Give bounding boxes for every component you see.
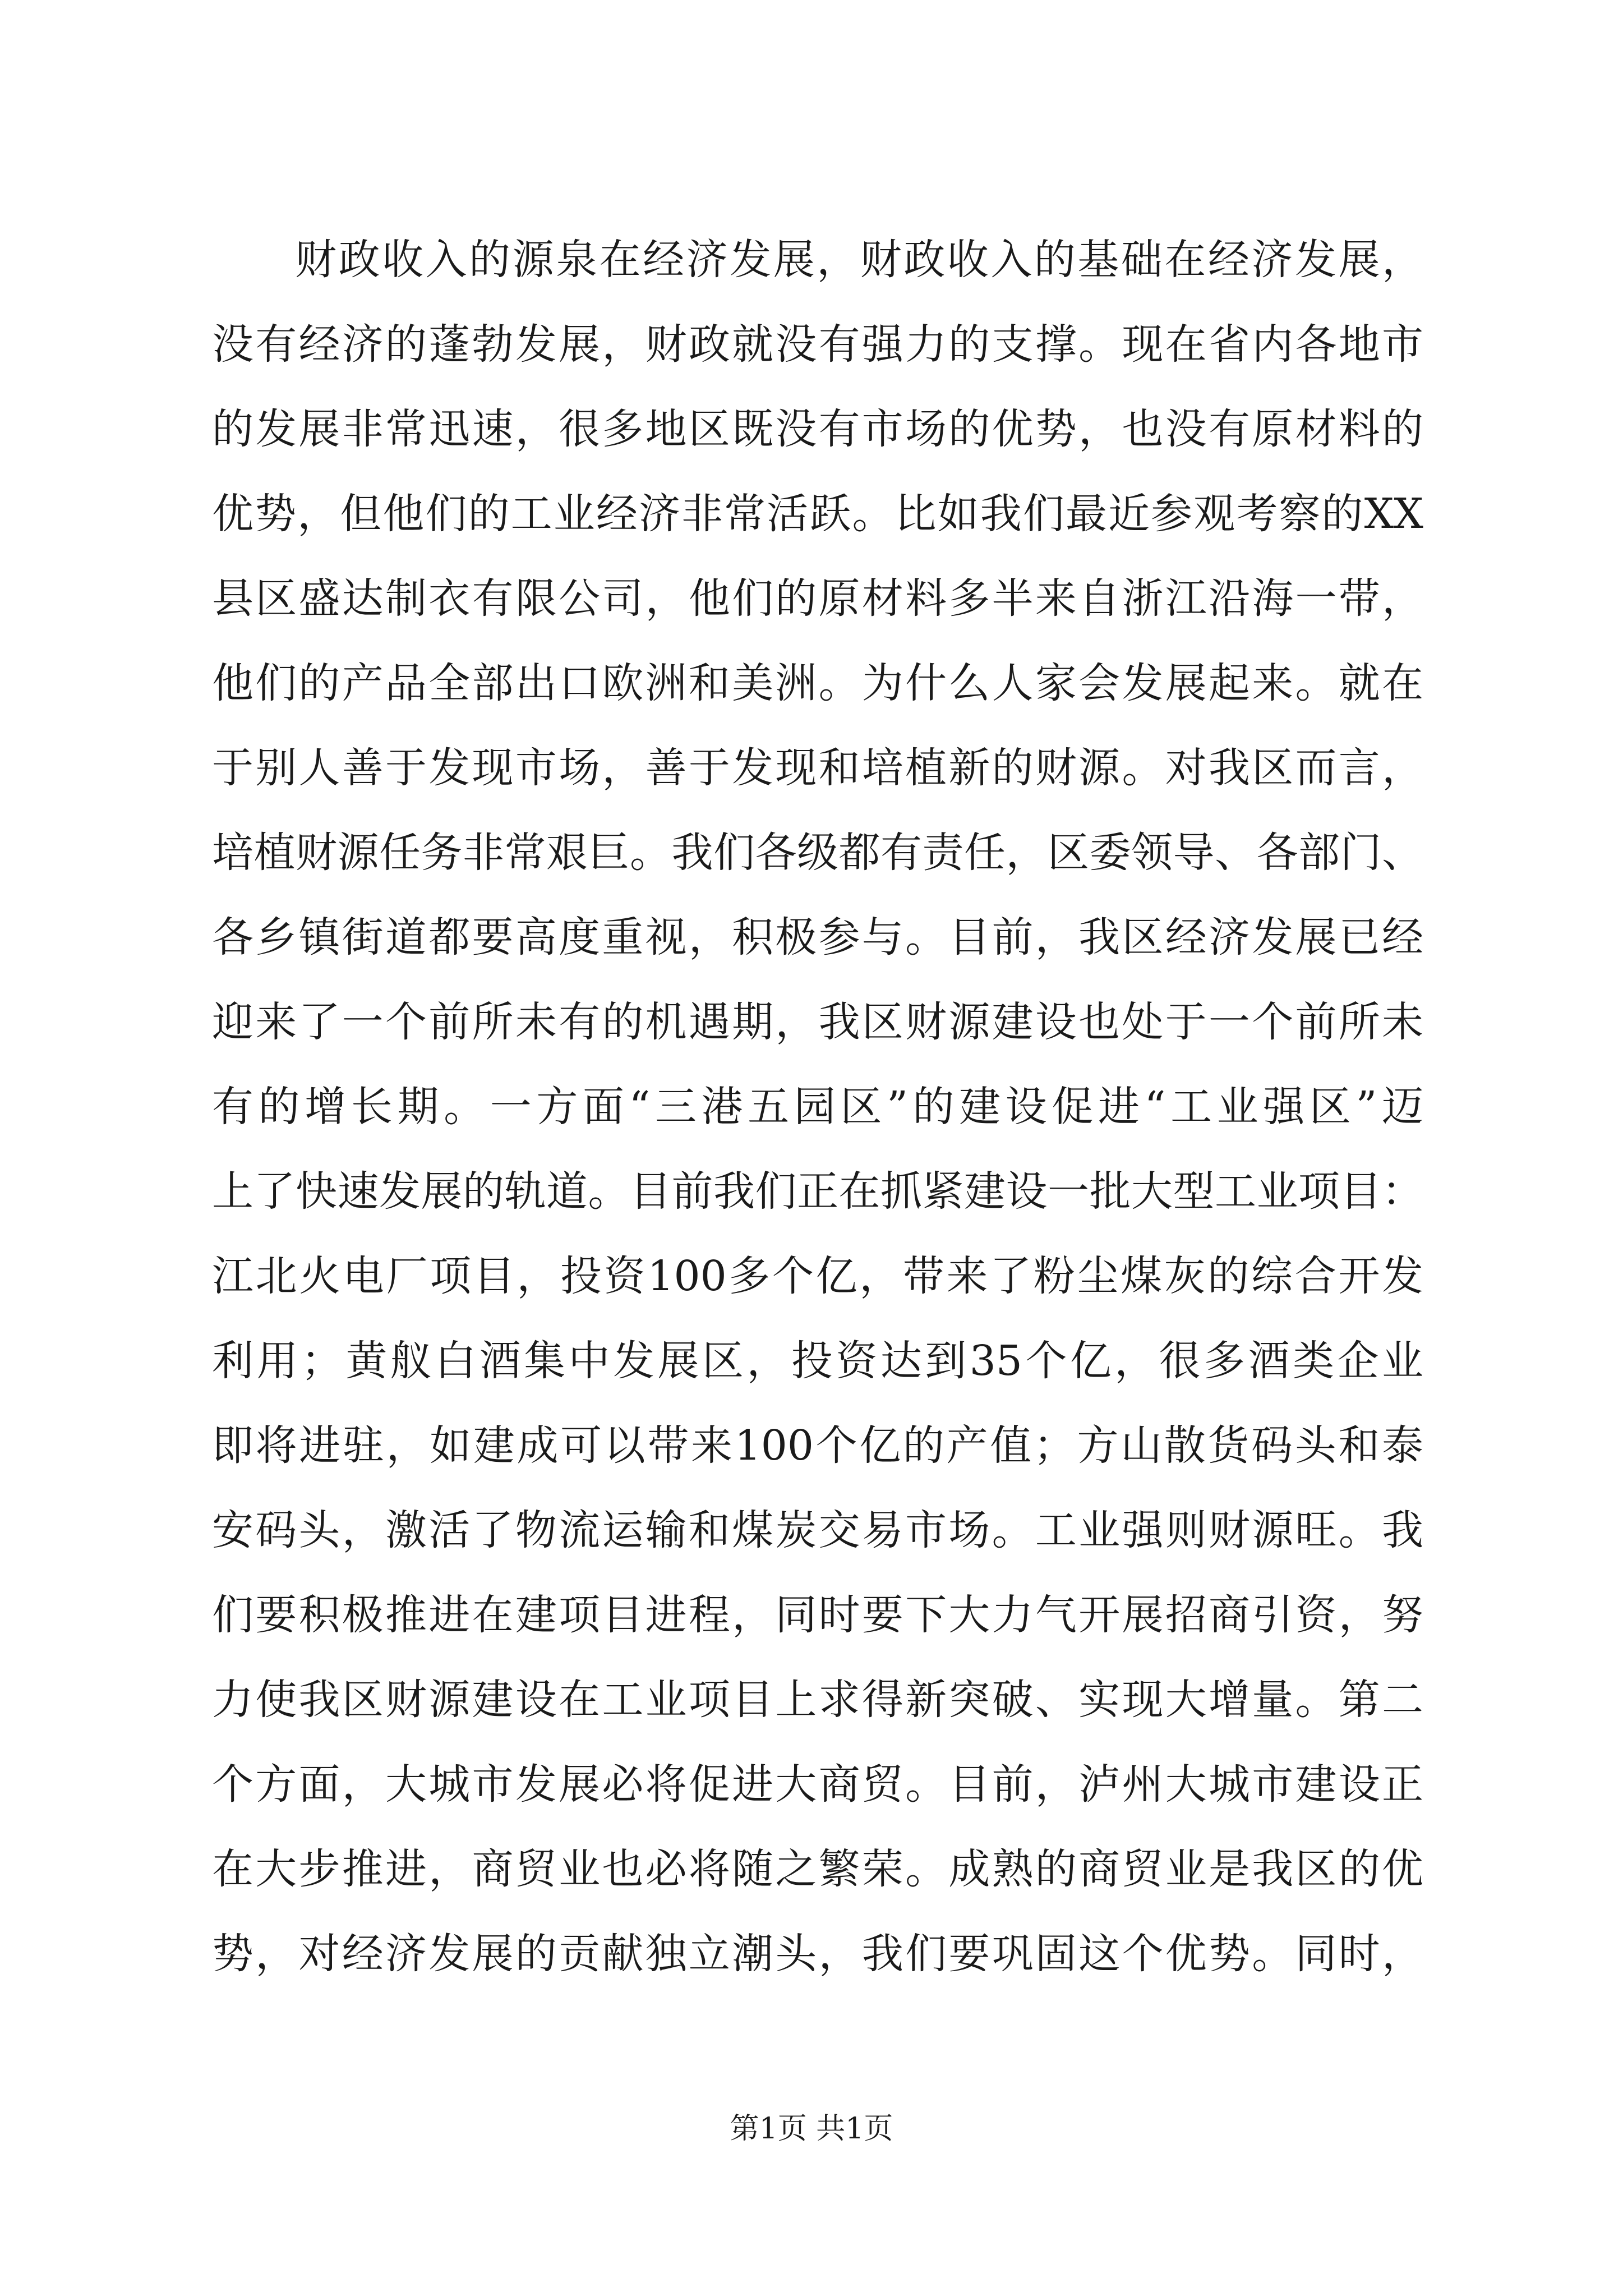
- text-line: 个方面，大城市发展必将促进大商贸。目前，泸州大城市建设正: [212, 1760, 1423, 1809]
- text-line: 在大步推进，商贸业也必将随之繁荣。成熟的商贸业是我区的优: [212, 1845, 1423, 1893]
- body-paragraph: [212, 218, 1423, 1996]
- text-line: 们要积极推进在建项目进程，同时要下大力气开展招商引资，努: [212, 1591, 1423, 1639]
- text-line: 各乡镇街道都要高度重视，积极参与。目前，我区经济发展已经: [212, 913, 1423, 961]
- text-line: 力使我区财源建设在工业项目上求得新突破、实现大增量。第二: [212, 1676, 1423, 1724]
- text-line: 县区盛达制衣有限公司，他们的原材料多半来自浙江沿海一带，: [212, 574, 1423, 623]
- text-line: 上了快速发展的轨道。目前我们正在抓紧建设一批大型工业项目：: [212, 1167, 1423, 1216]
- text-line: 于别人善于发现市场，善于发现和培植新的财源。对我区而言，: [212, 744, 1423, 792]
- page-footer: 第1页 共1页: [730, 2112, 893, 2146]
- text-line: 他们的产品全部出口欧洲和美洲。为什么人家会发展起来。就在: [212, 659, 1423, 707]
- text-line: 即将进驻，如建成可以带来100个亿的产值；方山散货码头和泰: [212, 1421, 1423, 1470]
- text-line: 优势，但他们的工业经济非常活跃。比如我们最近参观考察的XX: [212, 490, 1423, 538]
- text-line: 财政收入的源泉在经济发展，财政收入的基础在经济发展，: [295, 236, 1423, 284]
- text-line: 没有经济的蓬勃发展，财政就没有强力的支撑。现在省内各地市: [212, 320, 1423, 369]
- text-line: 安码头，激活了物流运输和煤炭交易市场。工业强则财源旺。我: [212, 1506, 1423, 1554]
- text-line: 的发展非常迅速，很多地区既没有市场的优势，也没有原材料的: [212, 405, 1423, 453]
- text-line: 培植财源任务非常艰巨。我们各级都有责任，区委领导、各部门、: [212, 829, 1423, 877]
- text-line: 有的增长期。一方面“三港五园区”的建设促进“工业强区”迈: [212, 1083, 1423, 1131]
- text-line: 迎来了一个前所未有的机遇期，我区财源建设也处于一个前所未: [212, 998, 1423, 1046]
- text-line: 利用；黄舣白酒集中发展区，投资达到35个亿，很多酒类企业: [212, 1337, 1423, 1385]
- text-line: 势，对经济发展的贡献独立潮头，我们要巩固这个优势。同时，: [212, 1930, 1423, 1978]
- text-line: 江北火电厂项目，投资100多个亿，带来了粉尘煤灰的综合开发: [212, 1252, 1423, 1300]
